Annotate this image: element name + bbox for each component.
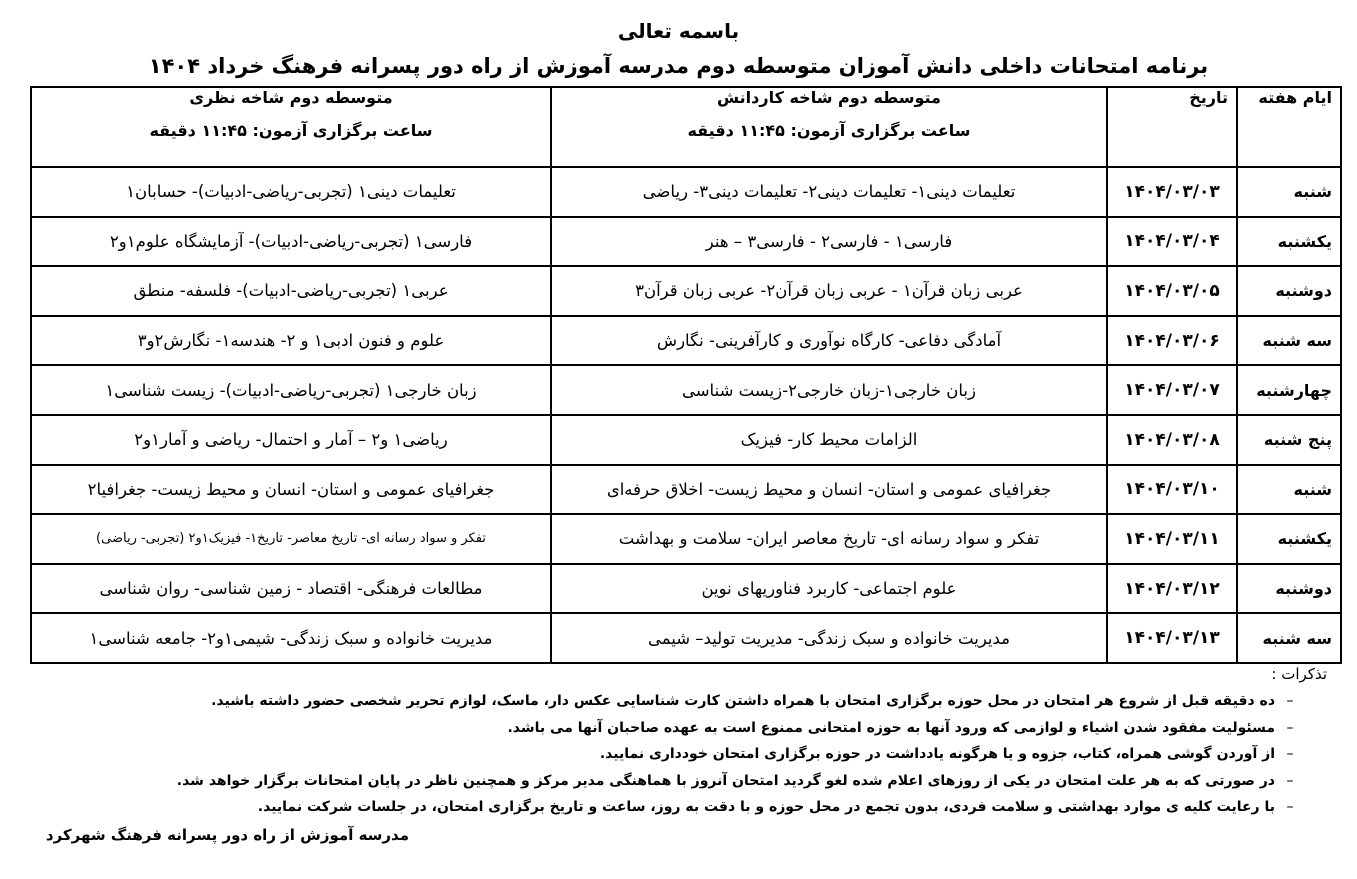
day-cell: سه شنبه — [1237, 613, 1341, 663]
note-text: ده دقیقه قبل از شروع هر امتحان در محل حوزه برگزاری امتحان با همراه داشتن کارت شناسایی عکس دار، ماسک، لوازم تحریر شخصی حضور داشته باشید. — [211, 693, 1275, 709]
list-item — [25, 741, 1305, 768]
kardanesh-cell: تعلیمات دینی۱- تعلیمات دینی۲- تعلیمات دینی۳- ریاضی — [551, 167, 1107, 217]
kardanesh-title: متوسطه دوم شاخه کاردانش — [717, 88, 941, 107]
day-cell: شنبه — [1237, 465, 1341, 515]
table-row — [31, 266, 1341, 316]
nazari-cell: تفکر و سواد رسانه ای- تاریخ معاصر- تاریخ۱- فیزیک۱و۲ (تجربی- ریاضی) — [31, 514, 551, 564]
note-text: از آوردن گوشی همراه، کتاب، جزوه و یا هرگونه یادداشت در حوزه برگزاری امتحان خودداری نمایید. — [599, 746, 1275, 762]
col-header-date: تاریخ — [1107, 87, 1237, 167]
list-item — [25, 715, 1305, 742]
kardanesh-cell: جغرافیای عمومی و استان- انسان و محیط زیست- اخلاق حرفه‌ای — [551, 465, 1107, 515]
kardanesh-cell: مدیریت خانواده و سبک زندگی- مدیریت تولید– شیمی — [551, 613, 1107, 663]
school-signature: مدرسه آموزش از راه دور پسرانه فرهنگ شهرکرد — [45, 826, 409, 844]
day-cell: پنج شنبه — [1237, 415, 1341, 465]
day-cell: سه شنبه — [1237, 316, 1341, 366]
nazari-title: متوسطه دوم شاخه نظری — [189, 88, 393, 107]
date-cell: ۱۴۰۴/۰۳/۱۳ — [1107, 613, 1237, 663]
nazari-cell: فارسی۱ (تجربی-ریاضی-ادبیات)- آزمایشگاه علوم۱و۲ — [31, 217, 551, 267]
kardanesh-cell: تفکر و سواد رسانه ای- تاریخ معاصر ایران- سلامت و بهداشت — [551, 514, 1107, 564]
date-cell: ۱۴۰۴/۰۳/۰۸ — [1107, 415, 1237, 465]
table-row — [31, 415, 1341, 465]
nazari-cell: مطالعات فرهنگی- اقتصاد - زمین شناسی- روان شناسی — [31, 564, 551, 614]
nazari-cell: زبان خارجی۱ (تجربی-ریاضی-ادبیات)- زیست شناسی۱ — [31, 365, 551, 415]
nazari-cell: ریاضی۱ و۲ – آمار و احتمال- ریاضی و آمار۱و۲ — [31, 415, 551, 465]
kardanesh-cell: عربی زبان قرآن۱ - عربی زبان قرآن۲- عربی زبان قرآن۳ — [551, 266, 1107, 316]
dash-bullet: – — [1286, 719, 1294, 736]
nazari-cell: جغرافیای عمومی و استان- انسان و محیط زیست- جغرافیا۲ — [31, 465, 551, 515]
kardanesh-cell: آمادگی دفاعی- کارگاه نوآوری و کارآفرینی- نگارش — [551, 316, 1107, 366]
day-cell: چهارشنبه — [1237, 365, 1341, 415]
kardanesh-cell: الزامات محیط کار- فیزیک — [551, 415, 1107, 465]
kardanesh-cell: علوم اجتماعی- کاربرد فناوریهای نوین — [551, 564, 1107, 614]
nazari-exam-time: ساعت برگزاری آزمون: ۱۱:۴۵ دقیقه — [149, 121, 433, 140]
table-row — [31, 465, 1341, 515]
note-text: با رعایت کلیه ی موارد بهداشتی و سلامت فردی، بدون تجمع در محل حوزه و با دقت به روز، ساعت و تاریخ برگزاری امتحان، در جلسات شرکت نمایید. — [257, 799, 1275, 815]
nazari-cell: علوم و فنون ادبی۱ و ۲- هندسه۱- نگارش۲و۳ — [31, 316, 551, 366]
nazari-cell: عربی۱ (تجربی-ریاضی-ادبیات)- فلسفه- منطق — [31, 266, 551, 316]
kardanesh-exam-time: ساعت برگزاری آزمون: ۱۱:۴۵ دقیقه — [687, 121, 971, 140]
date-cell: ۱۴۰۴/۰۳/۰۴ — [1107, 217, 1237, 267]
table-row — [31, 217, 1341, 267]
date-cell: ۱۴۰۴/۰۳/۰۶ — [1107, 316, 1237, 366]
table-row — [31, 613, 1341, 663]
table-row — [31, 316, 1341, 366]
date-cell: ۱۴۰۴/۰۳/۱۰ — [1107, 465, 1237, 515]
dash-bullet: – — [1286, 772, 1294, 789]
page-heading: باسمه تعالی — [617, 19, 740, 43]
col-header-kardanesh — [551, 87, 1107, 167]
dash-bullet: – — [1286, 693, 1294, 709]
notes-list — [25, 688, 1305, 821]
day-cell: دوشنبه — [1237, 564, 1341, 614]
dash-bullet: – — [1286, 746, 1294, 762]
table-row — [31, 365, 1341, 415]
day-cell: یکشنبه — [1237, 514, 1341, 564]
date-cell: ۱۴۰۴/۰۳/۱۲ — [1107, 564, 1237, 614]
date-cell: ۱۴۰۴/۰۳/۰۳ — [1107, 167, 1237, 217]
list-item — [25, 688, 1305, 715]
list-item — [25, 794, 1305, 821]
date-cell: ۱۴۰۴/۰۳/۰۷ — [1107, 365, 1237, 415]
date-cell: ۱۴۰۴/۰۳/۱۱ — [1107, 514, 1237, 564]
table-row — [31, 564, 1341, 614]
dash-bullet: – — [1286, 799, 1294, 815]
day-cell: یکشنبه — [1237, 217, 1341, 267]
note-text: مسئولیت مفقود شدن اشیاء و لوازمی که ورود آنها به حوزه امتحانی ممنوع است به عهده صاحبان آنها می باشد. — [507, 719, 1275, 736]
exam-schedule-table — [30, 86, 1342, 664]
kardanesh-cell: زبان خارجی۱-زبان خارجی۲-زیست شناسی — [551, 365, 1107, 415]
col-header-nazari — [31, 87, 551, 167]
notes-title: تذکرات : — [1271, 665, 1327, 683]
page-title: برنامه امتحانات داخلی دانش آموزان متوسطه دوم مدرسه آموزش از راه دور پسرانه فرهنگ خرداد ۱۴۰۴ — [148, 54, 1209, 78]
note-text: در صورتی که به هر علت امتحان در یکی از روزهای اعلام شده لغو گردید امتحان آنروز با هماهنگی مدیر مرکز و همچنین ناظر در پایان امتحانات برگزار خواهد شد. — [176, 772, 1275, 789]
table-row — [31, 167, 1341, 217]
list-item — [25, 768, 1305, 795]
nazari-cell: مدیریت خانواده و سبک زندگی- شیمی۱و۲- جامعه شناسی۱ — [31, 613, 551, 663]
table-header-row — [31, 87, 1341, 167]
day-cell: شنبه — [1237, 167, 1341, 217]
nazari-cell: تعلیمات دینی۱ (تجربی-ریاضی-ادبیات)- حسابان۱ — [31, 167, 551, 217]
day-cell: دوشنبه — [1237, 266, 1341, 316]
date-cell: ۱۴۰۴/۰۳/۰۵ — [1107, 266, 1237, 316]
col-header-day: ایام هفته — [1237, 87, 1341, 167]
table-row — [31, 514, 1341, 564]
kardanesh-cell: فارسی۱ - فارسی۲ - فارسی۳ – هنر — [551, 217, 1107, 267]
